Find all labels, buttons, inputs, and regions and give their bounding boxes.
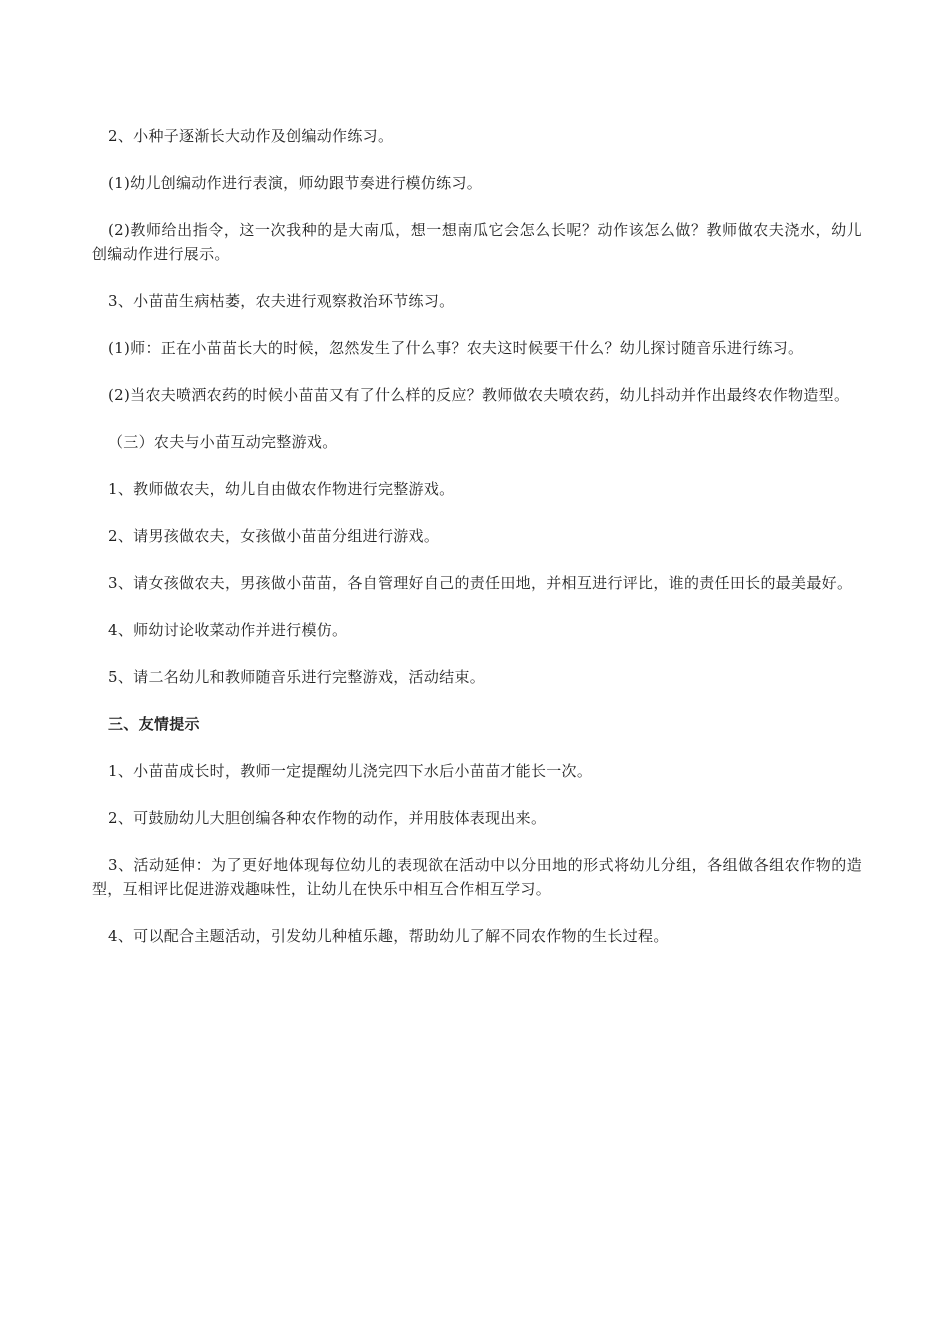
paragraph-tip-1: 1、小苗苗成长时，教师一定提醒幼儿浇完四下水后小苗苗才能长一次。 bbox=[108, 762, 593, 780]
paragraph-pumpkin: (2)教师给出指令，这一次我种的是大南瓜，想一想南瓜它会怎么长呢？动作该怎么做？教师做农夫浇水，幼儿创编动作进行展示。 bbox=[92, 221, 862, 263]
paragraph-game-4: 4、师幼讨论收菜动作并进行模仿。 bbox=[108, 621, 348, 639]
paragraph-game-3: 3、请女孩做农夫，男孩做小苗苗，各自管理好自己的责任田地，并相互进行评比，谁的责任田长的最美最好。 bbox=[108, 574, 853, 592]
paragraph-game-5: 5、请二名幼儿和教师随音乐进行完整游戏，活动结束。 bbox=[108, 668, 486, 686]
paragraph-seed-growth: 2、小种子逐渐长大动作及创编动作练习。 bbox=[108, 127, 394, 145]
section-heading-tips: 三、友情提示 bbox=[108, 715, 200, 733]
paragraph-game-1: 1、教师做农夫，幼儿自由做农作物进行完整游戏。 bbox=[108, 480, 455, 498]
paragraph-child-create: (1)幼儿创编动作进行表演，师幼跟节奏进行模仿练习。 bbox=[108, 174, 483, 192]
paragraph-tip-4: 4、可以配合主题活动，引发幼儿种植乐趣，帮助幼儿了解不同农作物的生长过程。 bbox=[108, 927, 669, 945]
paragraph-game-2: 2、请男孩做农夫，女孩做小苗苗分组进行游戏。 bbox=[108, 527, 440, 545]
paragraph-tip-3: 3、活动延伸：为了更好地体现每位幼儿的表现欲在活动中以分田地的形式将幼儿分组，各组做各组农作物的造型，互相评比促进游戏趣味性，让幼儿在快乐中相互合作相互学习。 bbox=[92, 856, 862, 898]
paragraph-pesticide: (2)当农夫喷洒农药的时候小苗苗又有了什么样的反应？教师做农夫喷农药，幼儿抖动并作出最终农作物造型。 bbox=[108, 386, 850, 404]
paragraph-seedling-sick: 3、小苗苗生病枯萎，农夫进行观察救治环节练习。 bbox=[108, 292, 455, 310]
paragraph-tip-2: 2、可鼓励幼儿大胆创编各种农作物的动作，并用肢体表现出来。 bbox=[108, 809, 547, 827]
paragraph-section-three: （三）农夫与小苗互动完整游戏。 bbox=[108, 433, 338, 451]
paragraph-teacher-question: (1)师：正在小苗苗长大的时候，忽然发生了什么事？农夫这时候要干什么？幼儿探讨随音乐进行练习。 bbox=[108, 339, 804, 357]
